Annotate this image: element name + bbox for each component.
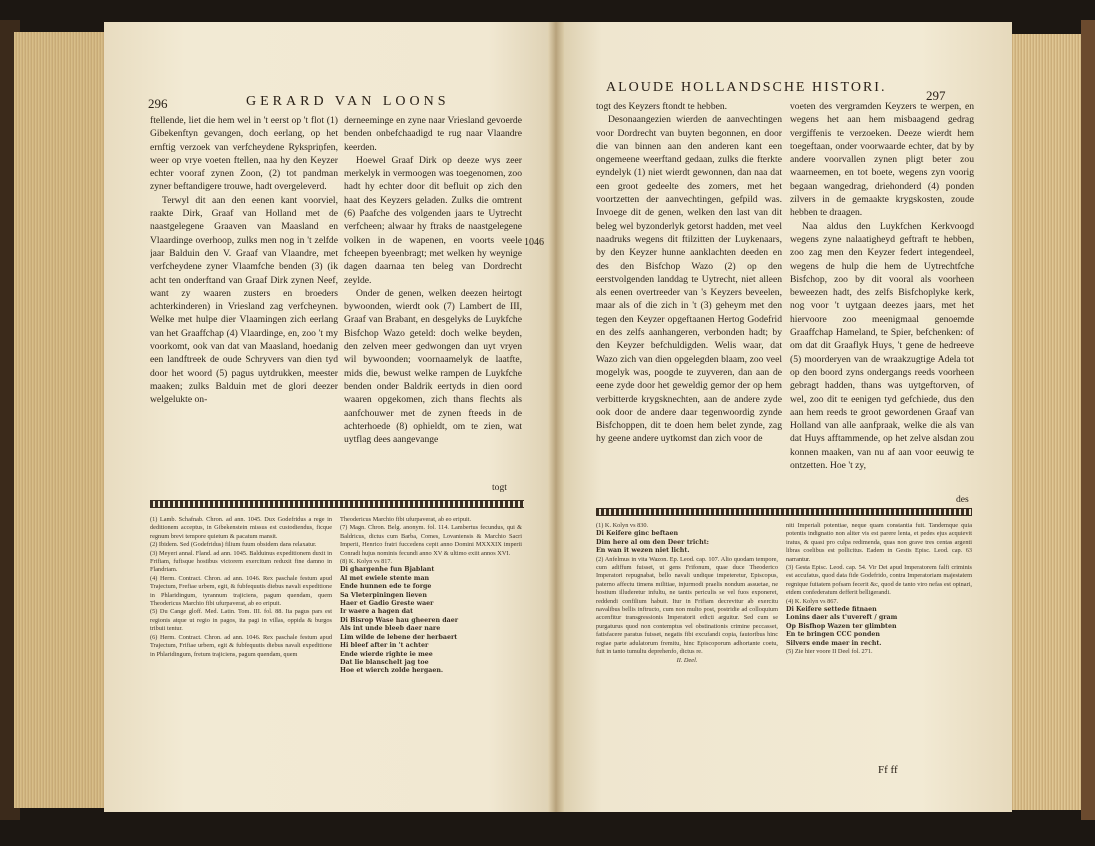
- paragraph: Hoewel Graaf Dirk op deeze wys zeer merkelyk in vermoogen was toegenomen, zoo hadt hy echter door dit befluit op zich den haat des Keyzers geladen. Zulks die omtrent (6) Paafche des volgenden jaars te Uytrecht verfcheen; alwaar hy ftraks de naastgelegene volken in de wapenen, en voorts veele fcheepen byeenbragt; met welken hy weynige dagen daarnaa ten beleg van Dordrecht zeylde.: [344, 154, 522, 286]
- right-page-number: 297: [926, 88, 946, 103]
- right-footnotes-2: [786, 522, 972, 760]
- verse-line: Al met ewiele stente man: [340, 574, 430, 582]
- footnote: Theodericus Marchio fibi ufurpaverat, ab eo eripuit.: [340, 516, 472, 523]
- left-ornament-divider: [150, 500, 524, 508]
- paragraph: Naa aldus den Luykfchen Kerkvoogd wegens zyne nalaatigheyd geftraft te hebben, zoo zag men den Keyzer federt integendeel, wegens de hulp die hem de Uytrechtfche Bisfchop, zoo by dit vooral als voorheen beweezen hadt, des zelfs Bisfchoplyke kerk, nog voor 't uytgaan deezes jaars, met het hiervoore zoo meenigmaal genoemde Graaffchap Hameland, te Spier, befchenken: of om dat dit Graaflyk Huys, 't gene de hedreeve (5) moorderyen van de wraakzugtige Adela tot op den boord zyns ondergangs reeds voorheen gebragt hadden, thans was uytgeftorven, of wel, zoo dit te eenigen tyd gefchiede, dus den aan hem reeds te groot gewordenen Graaf van Holland van alle aanfpraak, welke die als van dat Huys afftammende, op het zelve alsdan zou konnen maaken, van nu af aan voor eeuwig te ontzetten. Hoe 't zy,: [790, 220, 974, 472]
- verse-line: Ende hunnen ede te forge: [340, 583, 432, 591]
- signature-mark: Ff ff: [878, 764, 898, 776]
- verse-line: Lonins daer als t'uvereft / gram: [786, 614, 898, 622]
- margin-year: 1046: [524, 237, 544, 248]
- paragraph: Onder de genen, welken deezen heirtogt bywoonden, wierdt ook (7) Lambert de III, Graaf van Brabant, en desgelyks de Luykfche Bisfchop Wazo geteld: doch welke beyden, den zelven meer gedwongen dan uyt vryen wil bywoonden; voornaamelyk de laatfte, mids die, bewust welke rampen de Luykfche benden onder Baldrik eertyds in dien oord waaren opgekomen, zich thans flechts als aanfchouwer met de zynen fteeds in de achterhoede (8) ophieldt, om te zien, wat uytflag dees aangevange: [344, 287, 522, 446]
- verse-line: Di Keifere ginc beftaen: [596, 530, 679, 538]
- footnote: (2) Ibidem. Sed (Godefridus) filium fuum obsidem dans relaxatur.: [150, 541, 317, 549]
- volume-label: II. Deel.: [676, 656, 698, 664]
- footnote: (4) Herm. Contract. Chron. ad ann. 1046. Rex paschale festum apud Trajectum, Frefiae urbem, egit, & fubfequutis diebus navali expeditione in Phlaridingum, tyrannum trajiciens, pagum quendam, quem Theodericus Marchio fibi ufurpaverat, ab eo eripuit.: [150, 574, 332, 608]
- right-column-1: [596, 100, 782, 484]
- paragraph: togt des Keyzers ftondt te hebben.: [596, 101, 728, 112]
- footnote: (6) Herm. Contract. Chron. ad ann. 1046. Rex paschale festum apud Trajectum, Frifiae urbem, egit & fubfequutis diebus navali expeditione in Phlaridingum, fretum trajiciens, pagum quendam, quem: [150, 633, 332, 658]
- paragraph: Desonaangezien wierden de aanvechtingen voor Dordrecht van buyten begonnen, en door die van binnen aan den anderen kant een ongemeene weerftand gedaan, zulks die fterkte eyndelyk (1) niet wierdt gewonnen, dan naa dat een groot gedeelte des zomers, met het voortzetten der aanvechtingen, gefpild was. Invoege dit de genen, welken den last van dit beleg wel byzonderlyk getorst hadden, met veel naadruks wegens dit ftilzitten der Luykenaars, by den Keyzer hunne aanklachten deeden en des den Bisfchop Wazo (2) op den eerstvolgenden landdag te Uytrecht, niet alleen als eenen overtreeder van 's Keyzers beveelen, maar als of die zich in 't (3) geheym met den tegen den Keyzer opgeftaanen Hertog Godefrid en des zelfs aanhangeren, verbonden hadt; by den Keyzer befchuldigden. Welis waar, dat Wazo zich van dien opgelegden blaam, zoo veel mogelyk was, poogde te zuyveren, dan aan de eene zyde door het geweldig gemor der op hem verbitterde krygsknechten, aan de andere zyde ook door de andere daar tegenwoordig zynde Bisfchoppen, dit te doen hem belet zynde, zag hy geene andere uytkomst dan zich voor de: [596, 114, 782, 445]
- verse-line: Hi bleef after in 't achter: [340, 642, 429, 650]
- footnote: (1) Lamb. Schafnab. Chron. ad ann. 1045. Dux Godefridus a rege in deditionem acceptus, in Gibekenstein missus est custodiendus, ficque regnum brevi tempore quietum & pacatum mansit.: [150, 516, 332, 540]
- verse-line: Sa Vleterpiningen lieven: [340, 591, 427, 599]
- page-edges-right: [1010, 34, 1082, 810]
- footnote: (3) Gesta Episc. Leod. cap. 54. Vir Dei apud Imperatorem falfi criminis est accufatus, quod data fide Godefrido, contra Imperatoriam majestatem regnique fuitatem pofsam fecerit &c, quod de tanto viro nefas est opinari, etdem confederatum defferit belligerandi.: [786, 564, 972, 597]
- left-column-1: [150, 114, 338, 486]
- right-running-head: ALOUDE HOLLANDSCHE HISTORI.: [606, 80, 887, 95]
- paragraph: voeten des vergramden Keyzers te werpen, en wegens het aan hem misbaagend gedrag vergiffenis te verzoeken. Deeze wierdt hem toegeftaan, onder voorwaarde echter, dat by by andere voorvallen zynen pligt beter zou waarneemen, en tot boete, wegens zyn voorig begaan wangedrag, driehonderd (4) ponden zilvers in de gemaakte krygskosten, zoude hebben te draagen.: [790, 101, 974, 219]
- left-catchword: togt: [492, 482, 507, 493]
- footnote: (7) Magn. Chron. Belg. anonym. fol. 114. Lambertus fecundus, qui & Baldricus, dictus cum Barba, Comes, Lovaniensis & Marchio Sacri Imperii, Henrico fratri fuccedens cepit anno Domini MXXXIX imperii Conradi hujus nominis fecundi anno XV & ultimo exiit annos XVI.: [340, 524, 522, 557]
- paragraph: ftellende, liet die hem wel in 't eerst op 't flot (1) Gibekenftyn gevangen, doch eerlang, op het ernftig verzoek van verfcheydene Rykspriņfen, weer op vrye voeten ftellen, naa hy den Keyzer echter vooraf zynen Zoon, (2) tot pandman zyner beftandigere trouwe, hadt overgeleverd.: [150, 115, 338, 193]
- left-column-2: [344, 114, 522, 486]
- verse-line: Dim here al om den Deer tricht:: [596, 538, 709, 546]
- verse-line: Di ghargenhe fun Bjablant: [340, 566, 435, 574]
- paragraph: derneeminge en zyne naar Vriesland gevoerde benden onbefchaadigd te rug naar Vlaandre keerden.: [344, 115, 522, 153]
- footnote: (3) Meyeri annal. Fland. ad ann. 1045. Balduinus expeditionem duxit in Frifiam, fufisque hostibus victorem exercitum reduxit fine damno in Flandriam.: [150, 549, 332, 574]
- verse-line: Op Bisfhop Wazen ter glimbten: [786, 622, 897, 630]
- book-cover-right: [1081, 20, 1095, 820]
- right-column-2: [790, 100, 974, 484]
- verse-line: Ir waere a hagen dat: [340, 608, 413, 616]
- right-footnotes-1: [596, 522, 778, 776]
- footnote: (5) Du Cange gloff. Med. Latin. Tom. III. fol. 88. Ita pagus pars est regionis atque ut regio in pagos, ita pagi in villas, oppida & burgos tribuii tentur.: [150, 608, 332, 633]
- footnote: (4) K. Kolyn vs 867.: [786, 597, 839, 605]
- footnote: (1) K. Kolyn vs 830.: [596, 522, 649, 529]
- left-footnotes-1: [150, 516, 332, 766]
- footnote: (5) Zie hier voore II Deel fol. 271.: [786, 648, 873, 656]
- verse-line: En wan it wezen niet licht.: [596, 547, 690, 555]
- verse-line: Lim wilde de lebene der herbaert: [340, 633, 458, 641]
- book-gutter: [548, 22, 564, 812]
- verse-line: Di Bisrop Wase hau gheeren daer: [340, 616, 459, 624]
- left-page-number: 296: [148, 96, 168, 111]
- verse-line: Hoe et wierch zolde hergaen.: [340, 667, 444, 675]
- verse-line: Haer et Gadio Greste waer: [340, 600, 434, 608]
- verse-line: Als int unde bleeb daer nare: [340, 625, 441, 633]
- verse-line: Ende wierde righte ie mee: [340, 650, 433, 658]
- verse-line: En te bringen CCC ponden: [786, 631, 880, 639]
- footnote: niti Imperiali potentiae, neque quam constantia fuit. Tandemque quia potentis indignatio non aliter vis est parere lenta, et pedes ejus acquievit iratus, & quasi pro culpa redimenda, quas non grave tres centas argenti libras coelibus est pollicitus. Eadem in Gestis Episc. Leod. cap. 63 narrantur.: [786, 522, 972, 563]
- left-footnotes-2: [340, 516, 522, 766]
- page-edges-left: [14, 32, 110, 808]
- verse-line: Di Keifere settede fitnaen: [786, 606, 877, 614]
- verse-line: Silvers ende maer in recht.: [786, 639, 882, 647]
- footnote: (2) Anfelmus in vita Wazon. Ep. Leod. cap. 107. Alio quodam tempore, cum adiffum fuisset, ut gens Frifonum, quae duce Theoderico Imperatori repugnabat, bello navali undique impeteretur, Episcopus, paterno affectu timens militiae, injurmodi praelis nondum assuetae, ne hostium illuderetur infultu, ne tantis periculis se vel fuos exponeret, reddendi confilium habuit. Itur in Frifiam decrevitur ab exercitu navalibus bellis inftructo, cum non multo post, postridie ad colloquium accenfitur transgressionis Imperatorii edicti arguitur. Sed cum se purgaturus quod non contemptus vel obstinationis crimine peccasset, fatisfacere paratus fuisset, negatis fibi excufandi copia, fautoribus hinc regiae parte adulatorum fremitu, hinc Episcoporum adhortante coetu, fuit in tanto tumultu deprehenfo, dictus re.: [596, 555, 778, 656]
- right-ornament-divider: [596, 508, 972, 516]
- verse-line: Dat lie blanschelt jag toe: [340, 658, 429, 666]
- right-catchword: des: [956, 494, 969, 505]
- left-running-head: GERARD VAN LOONS: [246, 94, 450, 109]
- footnote: (8) K. Kolyn vs 817.: [340, 558, 393, 566]
- paragraph: Terwyl dit aan den eenen kant voorviel, raakte Dirk, Graaf van Holland met de naastgelegene Graaven van Maasland en Vlaardinge overhoop, zulks men nog in 't zelfde jaar Balduin den V. Graaf van Vlaandre, met verfcheydene zyner Vlaamfche benden (3) (ik acht ten onderftand van Graaf Dirk zynen Neef, want zy waaren zusters en broeders achterkinderen) in Vriesland zag verfcheynen. Welke met hulpe dier Vlaamingen zich eerlang van het Graaffchap (4) Vlaardinge, en, zoo 't my voorkomt, ook van dat van Maasland, hoedanig een landftreek de oude Schryvers van dien tyd door het woord (5) pagus uytdrukken, meester maaken; zulks Balduin met de glori deezer welgelukte on-: [150, 194, 338, 406]
